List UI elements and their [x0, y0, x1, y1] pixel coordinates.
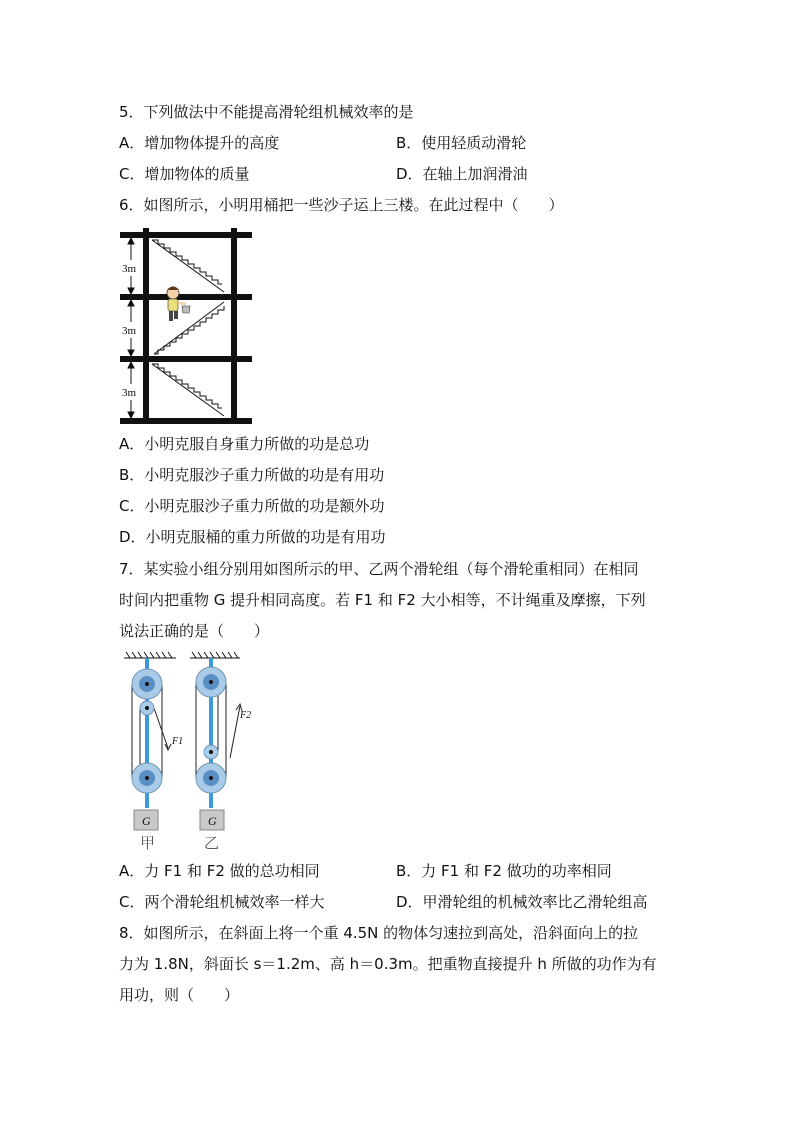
- q5-stem: 5．下列做法中不能提高滑轮组机械效率的是: [119, 103, 414, 121]
- q5-option-a: A．增加物体提升的高度: [119, 134, 280, 152]
- stairwell-figure: [118, 226, 254, 426]
- boy-with-bucket: [167, 287, 190, 322]
- q5-option-c: C．增加物体的质量: [119, 165, 250, 183]
- q5-option-d: D．在轴上加润滑油: [396, 165, 528, 183]
- height-label-middle: 3m: [122, 325, 137, 337]
- height-label-top: 3m: [122, 263, 137, 275]
- q6-option-c: C．小明克服沙子重力所做的功是额外功: [119, 497, 385, 515]
- q6-option-a: A．小明克服自身重力所做的功是总功: [119, 435, 370, 453]
- q7-stem-line-1: 7．某实验小组分别用如图所示的甲、乙两个滑轮组（每个滑轮重相同）在相同: [119, 560, 639, 578]
- q7-stem-line-3: 说法正确的是（ ）: [119, 622, 270, 640]
- pulley-system-jia: [132, 658, 183, 852]
- q6-option-b: B．小明克服沙子重力所做的功是有用功: [119, 466, 385, 484]
- weight-g-jia: G: [142, 814, 151, 828]
- height-label-bottom: 3m: [122, 387, 137, 399]
- q7-option-a: A．力 F1 和 F2 做的总功相同: [119, 862, 320, 880]
- force-f1-label: F1: [172, 736, 184, 747]
- q7-option-d: D．甲滑轮组的机械效率比乙滑轮组高: [396, 893, 648, 911]
- q8-stem-line-1: 8．如图所示，在斜面上将一个重 4.5N 的物体匀速拉到高处，沿斜面向上的拉: [119, 924, 639, 942]
- pulley-systems-figure: [118, 648, 258, 854]
- q7-option-c: C．两个滑轮组机械效率一样大: [119, 893, 325, 911]
- q7-stem-line-2: 时间内把重物 G 提升相同高度。若 F1 和 F2 大小相等，不计绳重及摩擦，下列: [119, 591, 646, 609]
- label-yi: 乙: [204, 836, 220, 852]
- pulley-system-yi: [196, 658, 251, 852]
- q6-stem: 6．如图所示，小明用桶把一些沙子运上三楼。在此过程中（ ）: [119, 196, 564, 214]
- q8-stem-line-2: 力为 1.8N，斜面长 s＝1.2m、高 h＝0.3m。把重物直接提升 h 所做的功作为有: [119, 955, 657, 973]
- weight-g-yi: G: [208, 814, 217, 828]
- q7-option-b: B．力 F1 和 F2 做功的功率相同: [396, 862, 612, 880]
- q5-option-b: B．使用轻质动滑轮: [396, 134, 527, 152]
- q6-option-d: D．小明克服桶的重力所做的功是有用功: [119, 528, 386, 546]
- q8-stem-line-3: 用功，则（ ）: [119, 986, 240, 1004]
- force-f2-label: F2: [240, 710, 252, 721]
- label-jia: 甲: [140, 836, 156, 852]
